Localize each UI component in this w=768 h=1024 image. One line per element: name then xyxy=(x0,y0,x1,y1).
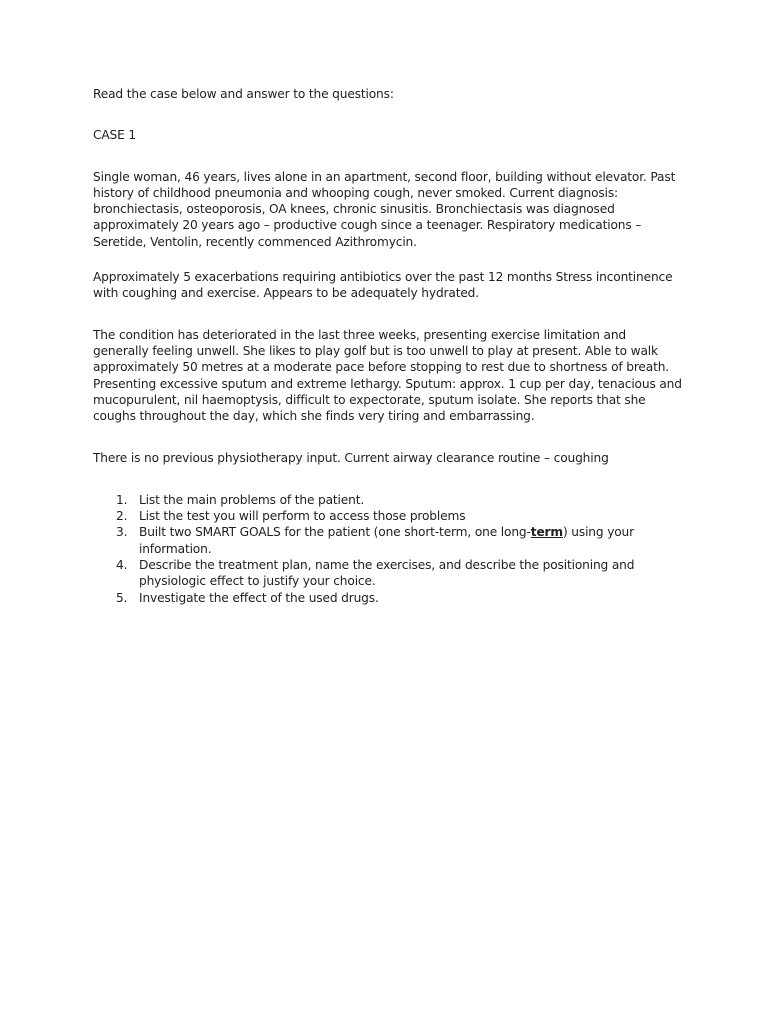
case-title: CASE 1 xyxy=(93,128,137,143)
condition-text: The condition has deteriorated in the last three weeks, presenting exercise limitation and generally feeling unwell. She likes to play golf but is too unwell to play at present. Able to walk approximately 50 metres at a moderate pace before stopping to rest due to shortness of breath. Presenting excessive sputum and extreme lethargy. Sputum: approx. 1 cup per day, tenacious and mucopurulent, nil haemoptysis, difficult to expectorate, sputum isolate. She reports that she coughs throughout the day, which she finds very tiring and embarrassing. xyxy=(93,327,682,424)
list-number: 3. xyxy=(116,525,128,540)
exacerbations-text: Approximately 5 exacerbations requiring antibiotics over the past 12 months Stress incontinence with coughing and exercise. Appears to be adequately hydrated. xyxy=(93,270,673,301)
question-emphasis: term xyxy=(530,525,563,540)
physiotherapy-text: There is no previous physiotherapy input. Current airway clearance routine – coughing xyxy=(93,451,609,466)
question-text: Describe the treatment plan, name the exercises, and describe the positioning and physiologic effect to justify your choice. xyxy=(139,557,635,589)
list-number: 4. xyxy=(116,557,128,572)
list-item xyxy=(93,492,683,508)
list-item xyxy=(93,557,683,590)
list-number: 1. xyxy=(116,492,128,507)
question-text-before: Built two SMART GOALS for the patient (one short-term, one long- xyxy=(139,525,531,540)
question-text-after: ) using your information. xyxy=(139,525,634,556)
question-text: Investigate the effect of the used drugs. xyxy=(139,590,379,605)
questions-list xyxy=(93,492,683,606)
list-item xyxy=(93,590,683,606)
document-page xyxy=(93,86,683,606)
list-item xyxy=(93,508,683,524)
list-item xyxy=(93,524,683,557)
list-number: 2. xyxy=(116,509,128,524)
intro-text: Read the case below and answer to the questions: xyxy=(93,87,394,101)
question-text: List the main problems of the patient. xyxy=(139,492,365,507)
question-text: List the test you will perform to access those problems xyxy=(139,509,466,524)
list-number: 5. xyxy=(116,590,128,605)
case-description: Single woman, 46 years, lives alone in an apartment, second floor, building without elevator. Past history of childhood pneumonia and whooping cough, never smoked. Current diagnosis: bronchiectasis, osteoporosis, OA knees, chronic sinusitis. Bronchiectasis was diagnosed approximately 20 years ago – productive cough since a teenager. Respiratory medications – Seretide, Ventolin, recently commenced Azithromycin. xyxy=(93,169,676,249)
